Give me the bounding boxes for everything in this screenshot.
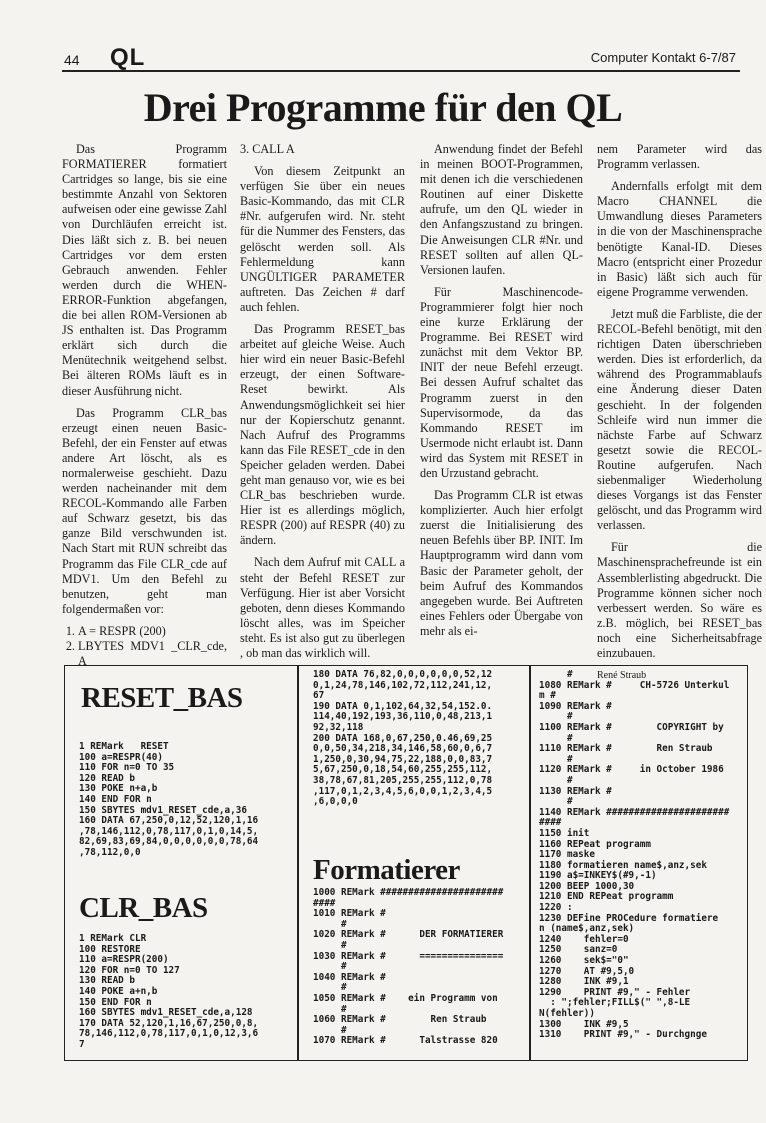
paragraph: Anwendung findet der Befehl in meinen BOOT-Programmen, mit denen ich die verschiedenen Routinen auf einer Diskette aufrufe, um den QL wieder in den Anfangszustand zu bringen. Die Anweisungen CLR #Nr. und RESET sollten auf allen QL-Versionen laufen. <box>420 142 583 277</box>
column-3 <box>420 142 583 646</box>
article-body <box>62 142 766 682</box>
paragraph: Für die Maschinensprachefreunde ist ein Assemblerlisting abgedruckt. Die Programme können sicher noch verbessert werden. So wäre es z.B. möglich, bei RESET_bas noch eine Sicherheitsabfrage einzubauen. <box>597 540 762 660</box>
column-2 <box>240 142 405 668</box>
author-signature: René Straub <box>597 670 647 682</box>
list-item: 3. CALL A <box>240 142 295 156</box>
listing-box-basic <box>64 665 298 1061</box>
clr-bas-code: 1 REMark CLR 100 RESTORE 110 a=RESPR(200) 120 FOR n=0 TO 127 130 READ b 140 POKE a+n,b 150 END FOR n 160 SBYTES mdv1_RESET_cde,a,128 170 DATA 52,120,1,16,67,250,0,8, 78,146,112,0,78,117,0,1,0,12,3,6 7 <box>79 933 259 1050</box>
reset-bas-code: 1 REMark RESET 100 a=RESPR(40) 110 FOR n=0 TO 35 120 READ b 130 POKE n+a,b 140 END FOR n 150 SBYTES mdv1_RESET_cde,a,36 160 DATA 67,250,0,12,52,120,1,16 ,78,146,112,0,78,117,0,1,0,14,5, 82,69,83,69,84,0,0,0,0,0,0,78,64 ,78,112,0,0 <box>79 741 259 858</box>
clr-bas-heading: CLR_BAS <box>79 892 208 924</box>
paragraph: nem Parameter wird das Programm verlassen. <box>597 142 762 172</box>
listing-box-formatierer <box>298 665 530 1061</box>
paragraph: Andernfalls erfolgt mit dem Macro CHANNEL die Umwandlung dieses Parameters in die von der Maschinensprache benötigte Kanal-ID. Dieses Macro (entspricht einer Prozedur in Basic) läßt sich auch für eigene Programme verwenden. <box>597 179 762 299</box>
column-1 <box>62 142 227 669</box>
paragraph: Nach dem Aufruf mit CALL a steht der Befehl RESET zur Verfügung. Hier ist aber Vorsicht geboten, denn dieses Kommando löscht alles, was im Speicher steht. Es ist also gut zu überlegen , ob man das wirklich will. <box>240 555 405 660</box>
paragraph: Das Programm CLR ist etwas komplizierter. Auch hier erfolgt zuerst die Initialisierung des neuen Befehls über BP. INIT. Im Hauptprogramm wird dann vom Basic der Parameter geholt, der beim Aufruf des Kommandos angegeben wurde. Bei Auftreten eines Fehlers oder Übergabe von mehr als ei- <box>420 488 583 638</box>
formatierer-code: 1000 REMark ###################### #### 1010 REMark # # 1020 REMark # DER FORMATIERER # 1030 REMark # =============== # 1040 REMark # # 1050 REMark # ein Programm von # 1060 REMark # Ren Straub # 1070 REMark # Talstrasse 820 <box>313 887 504 1047</box>
listing-box-formatierer-cont <box>530 665 748 1061</box>
page-number: 44 <box>64 52 80 68</box>
header-rule <box>62 70 740 72</box>
paragraph: Von diesem Zeitpunkt an verfügen Sie über ein neues Basic-Kommando, das mit CLR #Nr. aufgerufen wird. Nr. steht für die Nummer des Fensters, das gelöscht werden soll. Als Fehlermeldung kann UNGÜLTIGER PARAMETER auftreten. Das Zeichen # darf auch fehlen. <box>240 164 405 314</box>
clr-data-code: 180 DATA 76,82,0,0,0,0,0,0,52,12 0,1,24,78,146,102,72,112,241,12, 67 190 DATA 0,1,102,64,32,54,152.0. 114,40,192,193,36,110,0,48,213,1 92,32,118 200 DATA 168,0,67,250,0.46,69,25 0,0,50,34,218,34,146,58,60,0,6,7 1,250,0,30,94,75,22,188,0,0,83,7 5,67,250,0,18,54,60,255,255,112, 38,78,67,81,205,255,255,112,0,78 ,117,0,1,2,3,4,5,6,0,0,1,2,3,4,5 ,6,0,0,0 <box>313 669 493 808</box>
formatierer-heading: Formatierer <box>313 854 460 886</box>
paragraph: Für Maschinencode-Programmierer folgt hier noch eine kurze Erklärung der Programme. Bei RESET wird zunächst mit dem Vektor BP. INIT der neue Befehl erzeugt. Bei dessen Aufruf schaltet das Programm zuerst in den Supervisormode, da das Kommando RESET im Usermode nicht erlaubt ist. Dann wird das System mit RESET in den Urzustand gebracht. <box>420 284 583 480</box>
column-4 <box>597 142 762 690</box>
paragraph: Das Programm CLR_bas erzeugt einen neuen Basic-Befehl, der ein Fenster auf etwas andere Art löscht, als es normalerweise geschieht. Dazu werden nacheinander mit dem RECOL-Kommando alle Farben auf Schwarz gesetzt, bis das ganze Bild verschwunden ist. Nach Start mit RUN schreibt das Programm das File CLR_cde auf MDV1. Um den Befehl zu benutzen, geht man folgendermaßen vor: <box>62 405 227 616</box>
list-item: 2. LBYTES MDV1 _CLR_cde, A <box>78 639 227 669</box>
ql-logo: QL <box>110 44 146 71</box>
paragraph: Jetzt muß die Farbliste, die der RECOL-Befehl benötigt, mit den richtigen Daten überschrieben werden. Dies ist erforderlich, da während des Programmablaufs eine Änderung dieser Daten geschieht. In der folgenden Schleife wird nun immer die nächste Farbe auf Schwarz gesetzt sowie die RECOL-Routine aufgerufen. Nach siebenmaliger Wiederholung dieses Vorgangs ist das Fenster gelöscht, und das Programm wird verlassen. <box>597 306 762 533</box>
magazine-issue: Computer Kontakt 6-7/87 <box>590 50 736 65</box>
reset-bas-heading: RESET_BAS <box>81 682 243 714</box>
instruction-list <box>62 624 227 669</box>
article-title: Drei Programme für den QL <box>143 85 623 130</box>
list-item: 1. A = RESPR (200) <box>78 624 227 639</box>
paragraph: Das Programm FORMATIERER formatiert Cartridges so lange, bis sie eine bestimmte Anzahl von Sektoren aufweisen oder eine gewisse Zahl von Durchläufen erreicht ist. Dies läßt sich z. B. bei neuen Cartridges vor dem ersten Gebrauch anwenden. Fehler werden durch die WHEN-ERROR-Funktion abgefangen, die bei allen ROM-Versionen ab JS enthalten ist. Das Programm erklärt sich durch die Menütechnik weitgehend selbst. Bei älteren ROMs läuft es in dieser Ausführung nicht. <box>62 142 227 398</box>
formatierer-code-cont: # 1080 REMark # CH-5726 Unterkul m # 1090 REMark # # 1100 REMark # COPYRIGHT by # 1110 REMark # Ren Straub # 1120 REMark # in October 1986 # 1130 REMark # # 1140 REMark ###################### #### 1150 init 1160 REPeat programm 1170 maske 1180 formatieren name$,anz,sek 1190 a$=INKEY$(#9,-1) 1200 BEEP 1000,30 1210 END REPeat programm 1220 : 1230 DEFine PROCedure formatiere n (name$,anz,sek) 1240 fehler=0 1250 sanz=0 1260 sek$="0" 1270 AT #9,5,0 1280 INK #9,1 1290 PRINT #9," - Fehler : ";fehler;FILL$(" ",8-LE N(fehler)) 1300 INK #9,5 1310 PRINT #9," - Durchgnge <box>539 669 730 1041</box>
paragraph: Das Programm RESET_bas arbeitet auf gleiche Weise. Auch hier wird ein neuer Basic-Befehl erzeugt, der einen Software-Reset bewirkt. Als Anwendungsmöglichkeit sei hier nur der Kopierschutz genannt. Nach Aufruf des Programms kann das File RESET_cde in den Speicher geladen werden. Dabei geht man genauso vor, wie es bei CLR_bas beschrieben wurde. Hier ist es allerdings möglich, RESPR (200) auf RESPR (40) zu ändern. <box>240 322 405 548</box>
